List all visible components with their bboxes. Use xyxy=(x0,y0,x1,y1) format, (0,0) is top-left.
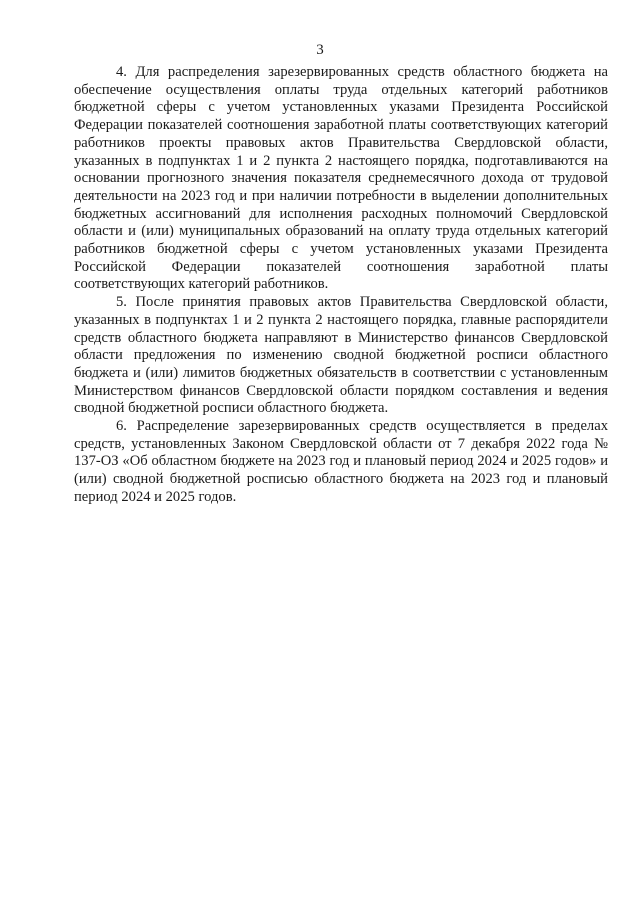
document-body xyxy=(74,64,608,507)
paragraph-6: 6. Распределение зарезервированных средств осуществляется в пределах средств, установленных Законом Свердловской области от 7 декабря 2022 года № 137-ОЗ «Об областном бюджете на 2023 год и плановый период 2024 и 2025 годов» и (или) сводной бюджетной росписью областного бюджета на 2023 год и плановый период 2024 и 2025 годов. xyxy=(74,418,608,505)
paragraph-4: 4. Для распределения зарезервированных средств областного бюджета на обеспечение осуществления оплаты труда отдельных категорий работников бюджетной сферы с учетом установленных указами Президента Российской Федерации показателей соотношения заработной платы соответствующих категорий работников проекты правовых актов Правительства Свердловской области, указанных в подпунктах 1 и 2 пункта 2 настоящего порядка, подготавливаются на основании прогнозного значения показателя среднемесячного дохода от трудовой деятельности на 2023 год и при наличии потребности в выделении дополнительных бюджетных ассигнований для исполнения расходных полномочий Свердловской области и (или) муниципальных образований на оплату труда отдельных категорий работников бюджетной сферы с учетом установленных указами Президента Российской Федерации показателей соотношения заработной платы соответствующих категорий работников. xyxy=(74,64,608,293)
paragraph-5: 5. После принятия правовых актов Правительства Свердловской области, указанных в подпунктах 1 и 2 пункта 2 настоящего порядка, главные распорядители средств областного бюджета направляют в Министерство финансов Свердловской области предложения по изменению сводной бюджетной росписи областного бюджета и (или) лимитов бюджетных обязательств в соответствии с установленным Министерством финансов Свердловской области порядком составления и ведения сводной бюджетной росписи областного бюджета. xyxy=(74,294,608,417)
page-number: 3 xyxy=(316,42,324,58)
